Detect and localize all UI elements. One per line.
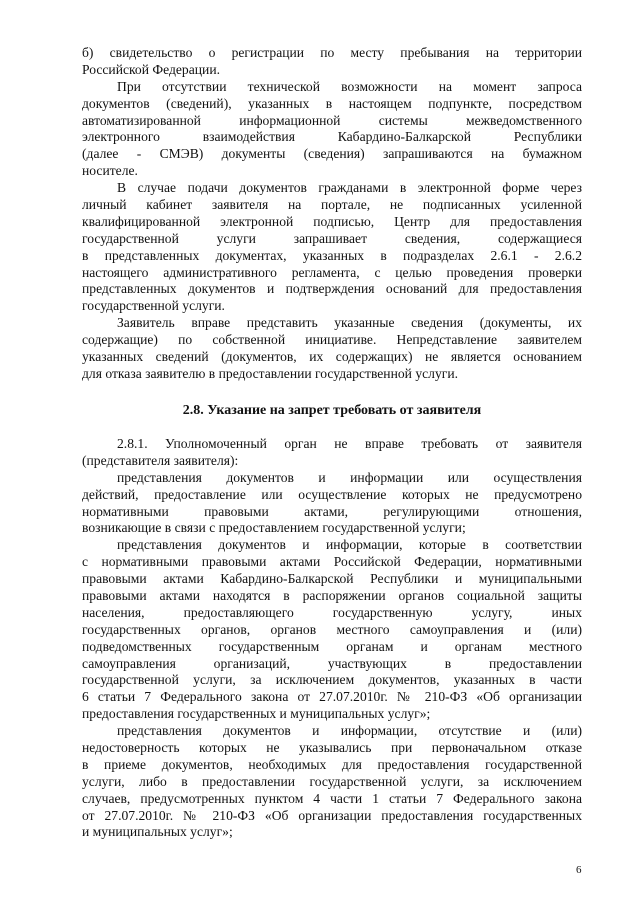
paragraph-p4: [82, 315, 582, 383]
text-line: подведомственных государственным органам и органам местного: [82, 638, 582, 654]
text-line: правовыми актами Кабардино-Балкарской Республики и муниципальными: [82, 571, 582, 587]
text-line: носителе.: [82, 163, 138, 179]
top-text-block: [82, 45, 582, 383]
text-line: (далее - СМЭВ) документы (сведения) запрашиваются на бумажном: [82, 146, 582, 162]
text-line: от 27.07.2010г. № 210-ФЗ «Об организации предоставления государственных: [82, 807, 582, 823]
text-line: представленных документов и подтверждения оснований для предоставления: [82, 281, 582, 297]
text-line: в приеме документов, необходимых для предоставления государственной: [82, 756, 582, 772]
paragraph-p7: [82, 537, 582, 723]
text-line: 2.8.1. Уполномоченный орган не вправе требовать от заявителя: [117, 436, 582, 451]
text-line: правовыми актами находятся в распоряжении органов социальной защиты: [82, 588, 582, 604]
text-line: в представленных документах, указанных в подразделах 2.6.1 - 2.6.2: [82, 247, 582, 263]
paragraph-p8: [82, 723, 582, 841]
text-line: В случае подачи документов гражданами в электронной форме через: [117, 180, 582, 196]
text-line: услуги, либо в предоставлении государственной услуги, за исключением: [82, 773, 582, 789]
text-line: представления документов и информации или осуществления: [117, 469, 582, 485]
text-line: документов (сведений), указанных в настоящем подпункте, посредством: [82, 95, 582, 111]
paragraph-p6: [82, 470, 582, 538]
text-line: Заявитель вправе представить указанные сведения (документы, их: [117, 315, 582, 331]
text-line: (представителя заявителя):: [82, 452, 239, 468]
text-line: предоставления государственных и муниципальных услуг»;: [82, 706, 431, 722]
text-line: государственных органов, органов местного самоуправления и (или): [82, 621, 582, 637]
text-line: государственной услуги.: [82, 298, 225, 314]
text-line: указанных сведений (документов, их содержащих) не является основанием: [82, 349, 582, 365]
text-line: Российской Федерации.: [82, 61, 220, 77]
paragraph-p2: [82, 79, 582, 180]
section-heading: 2.8. Указание на запрет требовать от заявителя: [182, 403, 482, 418]
text-line: содержащие) по собственной инициативе. Непредставление заявителем: [82, 332, 582, 348]
page-number: 6: [576, 864, 582, 876]
text-line: При отсутствии технической возможности на момент запроса: [117, 78, 582, 94]
paragraph-p5: [82, 436, 582, 470]
paragraph-p3: [82, 180, 582, 315]
text-line: представления документов и информации, отсутствие и (или): [117, 723, 582, 739]
text-line: недостоверность которых не указывались при первоначальном отказе: [82, 740, 582, 756]
text-line: населения, предоставляющего государственную услугу, иных: [82, 604, 582, 620]
text-line: возникающие в связи с предоставлением государственной услуги;: [82, 520, 466, 536]
text-line: самоуправления организаций, участвующих в предоставлении: [82, 655, 582, 671]
text-line: электронного взаимодействия Кабардино-Балкарской Республики: [82, 129, 582, 145]
text-line: представления документов и информации, которые в соответствии: [117, 537, 582, 553]
text-line: с нормативными правовыми актами Российской Федерации, нормативными: [82, 554, 582, 570]
text-line: б) свидетельство о регистрации по месту пребывания на территории: [82, 45, 582, 60]
text-line: государственной услуги запрашивает сведения, содержащиеся: [82, 230, 582, 246]
paragraph-p1: [82, 45, 582, 79]
text-line: для отказа заявителю в предоставлении государственной услуги.: [82, 365, 458, 381]
text-line: квалифицированной электронной подписью, Центр для предоставления: [82, 213, 582, 229]
text-line: личный кабинет заявителя на портале, не подписанных усиленной: [82, 197, 582, 213]
text-line: и муниципальных услуг»;: [82, 824, 233, 840]
text-line: случаев, предусмотренных пунктом 4 части 1 статьи 7 Федерального закона: [82, 790, 582, 806]
text-line: государственной услуги, за исключением документов, указанных в части: [82, 672, 582, 688]
text-line: 6 статьи 7 Федерального закона от 27.07.2010г. № 210-ФЗ «Об организации: [82, 689, 582, 705]
text-line: автоматизированной информационной системы межведомственного: [82, 112, 582, 128]
text-line: действий, предоставление или осуществление которых не предусмотрено: [82, 486, 582, 502]
text-line: настоящего административного регламента, с целью проведения проверки: [82, 264, 582, 280]
text-line: нормативными правовыми актами, регулирующими отношения,: [82, 503, 582, 519]
bottom-text-block: [82, 436, 582, 841]
